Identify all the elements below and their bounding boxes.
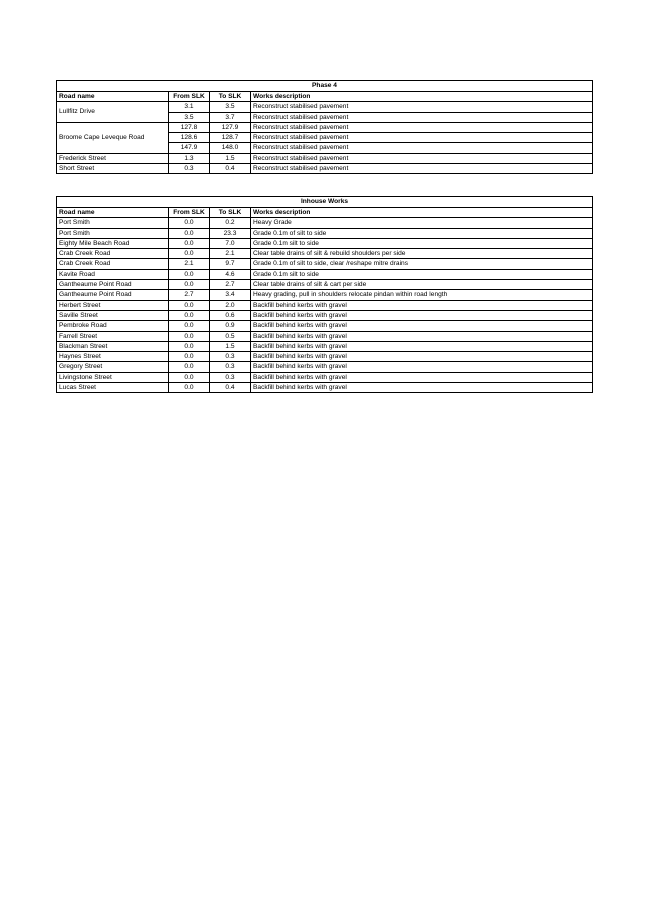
from-slk-cell: 0.0 (169, 383, 210, 393)
from-slk-cell: 0.0 (169, 249, 210, 259)
from-slk-cell: 0.0 (169, 228, 210, 238)
works-description-cell: Grade 0.1m silt to side (251, 269, 593, 279)
header-works-description: Works description (251, 92, 593, 102)
works-description-cell: Backfill behind kerbs with gravel (251, 300, 593, 310)
works-description-cell: Clear table drains of silt & cart per side (251, 280, 593, 290)
from-slk-cell: 3.1 (169, 102, 210, 112)
inhouse-works-title: Inhouse Works (57, 197, 593, 208)
table-row (57, 228, 593, 238)
to-slk-cell: 0.5 (210, 331, 251, 341)
road-name-cell: Herbert Street (57, 300, 169, 310)
works-description-cell: Reconstruct stabilised pavement (251, 143, 593, 153)
road-name-cell: Frederick Street (57, 153, 169, 163)
to-slk-cell: 0.4 (210, 164, 251, 174)
to-slk-cell: 128.7 (210, 133, 251, 143)
road-name-cell: Saville Street (57, 310, 169, 320)
to-slk-cell: 0.9 (210, 321, 251, 331)
works-description-cell: Backfill behind kerbs with gravel (251, 321, 593, 331)
from-slk-cell: 0.0 (169, 362, 210, 372)
works-description-cell: Reconstruct stabilised pavement (251, 133, 593, 143)
table-row (57, 122, 593, 132)
from-slk-cell: 0.0 (169, 321, 210, 331)
table-row (57, 102, 593, 112)
works-description-cell: Backfill behind kerbs with gravel (251, 352, 593, 362)
to-slk-cell: 0.3 (210, 372, 251, 382)
works-description-cell: Reconstruct stabilised pavement (251, 122, 593, 132)
from-slk-cell: 0.0 (169, 300, 210, 310)
table-row (57, 249, 593, 259)
to-slk-cell: 0.3 (210, 352, 251, 362)
to-slk-cell: 4.6 (210, 269, 251, 279)
to-slk-cell: 3.4 (210, 290, 251, 300)
works-description-cell: Reconstruct stabilised pavement (251, 153, 593, 163)
from-slk-cell: 0.0 (169, 280, 210, 290)
table-row (57, 290, 593, 300)
from-slk-cell: 0.0 (169, 331, 210, 341)
from-slk-cell: 3.5 (169, 112, 210, 122)
to-slk-cell: 0.6 (210, 310, 251, 320)
to-slk-cell: 3.5 (210, 102, 251, 112)
works-description-cell: Backfill behind kerbs with gravel (251, 341, 593, 351)
from-slk-cell: 2.7 (169, 290, 210, 300)
road-name-cell: Crab Creek Road (57, 249, 169, 259)
inhouse-works-rows (57, 218, 593, 393)
to-slk-cell: 9.7 (210, 259, 251, 269)
table-row (57, 238, 593, 248)
from-slk-cell: 0.0 (169, 341, 210, 351)
table-row (57, 280, 593, 290)
road-name-cell: Gregory Street (57, 362, 169, 372)
works-description-cell: Clear table drains of silt & rebuild shoulders per side (251, 249, 593, 259)
from-slk-cell: 0.0 (169, 269, 210, 279)
to-slk-cell: 0.2 (210, 218, 251, 228)
to-slk-cell: 0.4 (210, 383, 251, 393)
from-slk-cell: 0.3 (169, 164, 210, 174)
works-description-cell: Reconstruct stabilised pavement (251, 164, 593, 174)
road-name-cell: Short Street (57, 164, 169, 174)
road-name-cell: Farrell Street (57, 331, 169, 341)
table-row (57, 310, 593, 320)
works-description-cell: Backfill behind kerbs with gravel (251, 383, 593, 393)
from-slk-cell: 0.0 (169, 352, 210, 362)
from-slk-cell: 2.1 (169, 259, 210, 269)
road-name-cell: Port Smith (57, 228, 169, 238)
road-name-cell: Pembroke Road (57, 321, 169, 331)
road-name-cell: Gantheaume Point Road (57, 280, 169, 290)
works-description-cell: Reconstruct stabilised pavement (251, 102, 593, 112)
works-description-cell: Grade 0.1m of silt to side (251, 228, 593, 238)
to-slk-cell: 2.0 (210, 300, 251, 310)
works-description-cell: Backfill behind kerbs with gravel (251, 310, 593, 320)
from-slk-cell: 0.0 (169, 310, 210, 320)
table-row (57, 331, 593, 341)
road-name-cell: Port Smith (57, 218, 169, 228)
header-works-description: Works description (251, 208, 593, 218)
road-name-cell: Eighty Mile Beach Road (57, 238, 169, 248)
table-row (57, 218, 593, 228)
road-name-cell: Blackman Street (57, 341, 169, 351)
table-row (57, 321, 593, 331)
to-slk-cell: 23.3 (210, 228, 251, 238)
to-slk-cell: 1.5 (210, 341, 251, 351)
to-slk-cell: 148.0 (210, 143, 251, 153)
to-slk-cell: 127.9 (210, 122, 251, 132)
header-to-slk: To SLK (210, 92, 251, 102)
table-row (57, 383, 593, 393)
from-slk-cell: 0.0 (169, 372, 210, 382)
table-row (57, 153, 593, 163)
road-name-cell: Kavite Road (57, 269, 169, 279)
from-slk-cell: 147.9 (169, 143, 210, 153)
to-slk-cell: 1.5 (210, 153, 251, 163)
header-road-name: Road name (57, 208, 169, 218)
inhouse-works-table (56, 196, 593, 393)
road-name-cell: Broome Cape Leveque Road (57, 122, 169, 153)
from-slk-cell: 0.0 (169, 238, 210, 248)
road-name-cell: Livingstone Street (57, 372, 169, 382)
to-slk-cell: 3.7 (210, 112, 251, 122)
table-row (57, 164, 593, 174)
header-from-slk: From SLK (169, 208, 210, 218)
road-name-cell: Haynes Street (57, 352, 169, 362)
works-description-cell: Backfill behind kerbs with gravel (251, 362, 593, 372)
from-slk-cell: 0.0 (169, 218, 210, 228)
to-slk-cell: 0.3 (210, 362, 251, 372)
table-row (57, 352, 593, 362)
road-name-cell: Gantheaume Point Road (57, 290, 169, 300)
works-description-cell: Backfill behind kerbs with gravel (251, 331, 593, 341)
table-row (57, 372, 593, 382)
road-name-cell: Lullfitz Drive (57, 102, 169, 123)
works-description-cell: Heavy Grade (251, 218, 593, 228)
from-slk-cell: 128.6 (169, 133, 210, 143)
table-row (57, 259, 593, 269)
table-row (57, 362, 593, 372)
to-slk-cell: 2.7 (210, 280, 251, 290)
table-row (57, 341, 593, 351)
works-description-cell: Grade 0.1m silt to side (251, 238, 593, 248)
phase-4-table (56, 80, 593, 174)
phase-4-title: Phase 4 (57, 81, 593, 92)
works-description-cell: Backfill behind kerbs with gravel (251, 372, 593, 382)
from-slk-cell: 127.8 (169, 122, 210, 132)
header-to-slk: To SLK (210, 208, 251, 218)
from-slk-cell: 1.3 (169, 153, 210, 163)
works-description-cell: Heavy grading, pull in shoulders relocate pindan within road length (251, 290, 593, 300)
works-description-cell: Grade 0.1m of silt to side, clear /reshape mitre drains (251, 259, 593, 269)
header-from-slk: From SLK (169, 92, 210, 102)
works-description-cell: Reconstruct stabilised pavement (251, 112, 593, 122)
header-road-name: Road name (57, 92, 169, 102)
to-slk-cell: 7.0 (210, 238, 251, 248)
table-row (57, 269, 593, 279)
road-name-cell: Lucas Street (57, 383, 169, 393)
table-row (57, 300, 593, 310)
road-name-cell: Crab Creek Road (57, 259, 169, 269)
to-slk-cell: 2.1 (210, 249, 251, 259)
